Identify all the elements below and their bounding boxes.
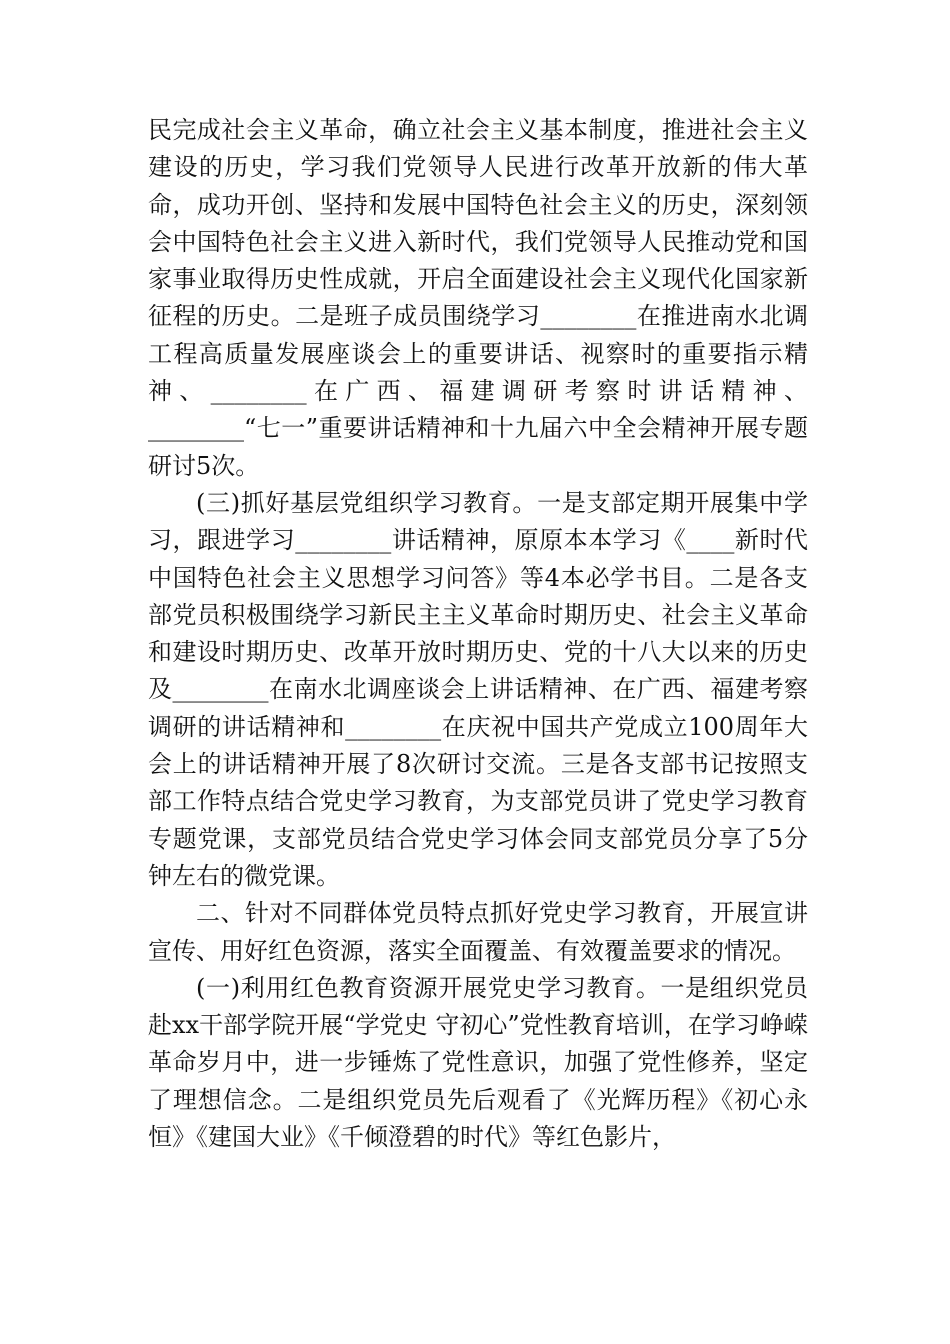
paragraph-heading-2: 二、针对不同群体党员特点抓好党史学习教育，开展宣讲宣传、用好红色资源，落实全面覆盖、有效覆盖要求的情况。 [148,899,808,965]
document-body [148,112,808,1156]
paragraph-subsection-1: (一)利用红色教育资源开展党史学习教育。一是组织党员赴xx干部学院开展“学党史 守初心”党性教育培训，在学习峥嵘革命岁月中，进一步锤炼了党性意识，加强了党性修养，坚定了理想信念。二是组织党员先后观看了《光辉历程》《初心永恒》《建国大业》《千倾澄碧的时代》等红色影片， [148,973,808,1152]
paragraph-section-3: (三)抓好基层党组织学习教育。一是支部定期开展集中学习，跟进学习________讲话精神，原原本本学习《____新时代中国特色社会主义思想学习问答》等4本必学书目。二是各支部党员积极围绕学习新民主主义革命时期历史、社会主义革命和建设时期历史、改革开放时期历史、党的十八大以来的历史及________在南水北调座谈会上讲话精神、在广西、福建考察调研的讲话精神和________在庆祝中国共产党成立100周年大会上的讲话精神开展了8次研讨交流。三是各支部书记按照支部工作特点结合党史学习教育，为支部党员讲了党史学习教育专题党课，支部党员结合党史学习体会同支部党员分享了5分钟左右的微党课。 [148,488,808,890]
paragraph-continuation: 民完成社会主义革命，确立社会主义基本制度，推进社会主义建设的历史，学习我们党领导人民进行改革开放新的伟大革命，成功开创、坚持和发展中国特色社会主义的历史，深刻领会中国特色社会主义进入新时代，我们党领导人民推动党和国家事业取得历史性成就，开启全面建设社会主义现代化国家新征程的历史。二是班子成员围绕学习________在推进南水北调工程高质量发展座谈会上的重要讲话、视察时的重要指示精神、________在广西、福建调研考察时讲话精神、________“七一”重要讲话精神和十九届六中全会精神开展专题研讨5次。 [148,116,808,480]
